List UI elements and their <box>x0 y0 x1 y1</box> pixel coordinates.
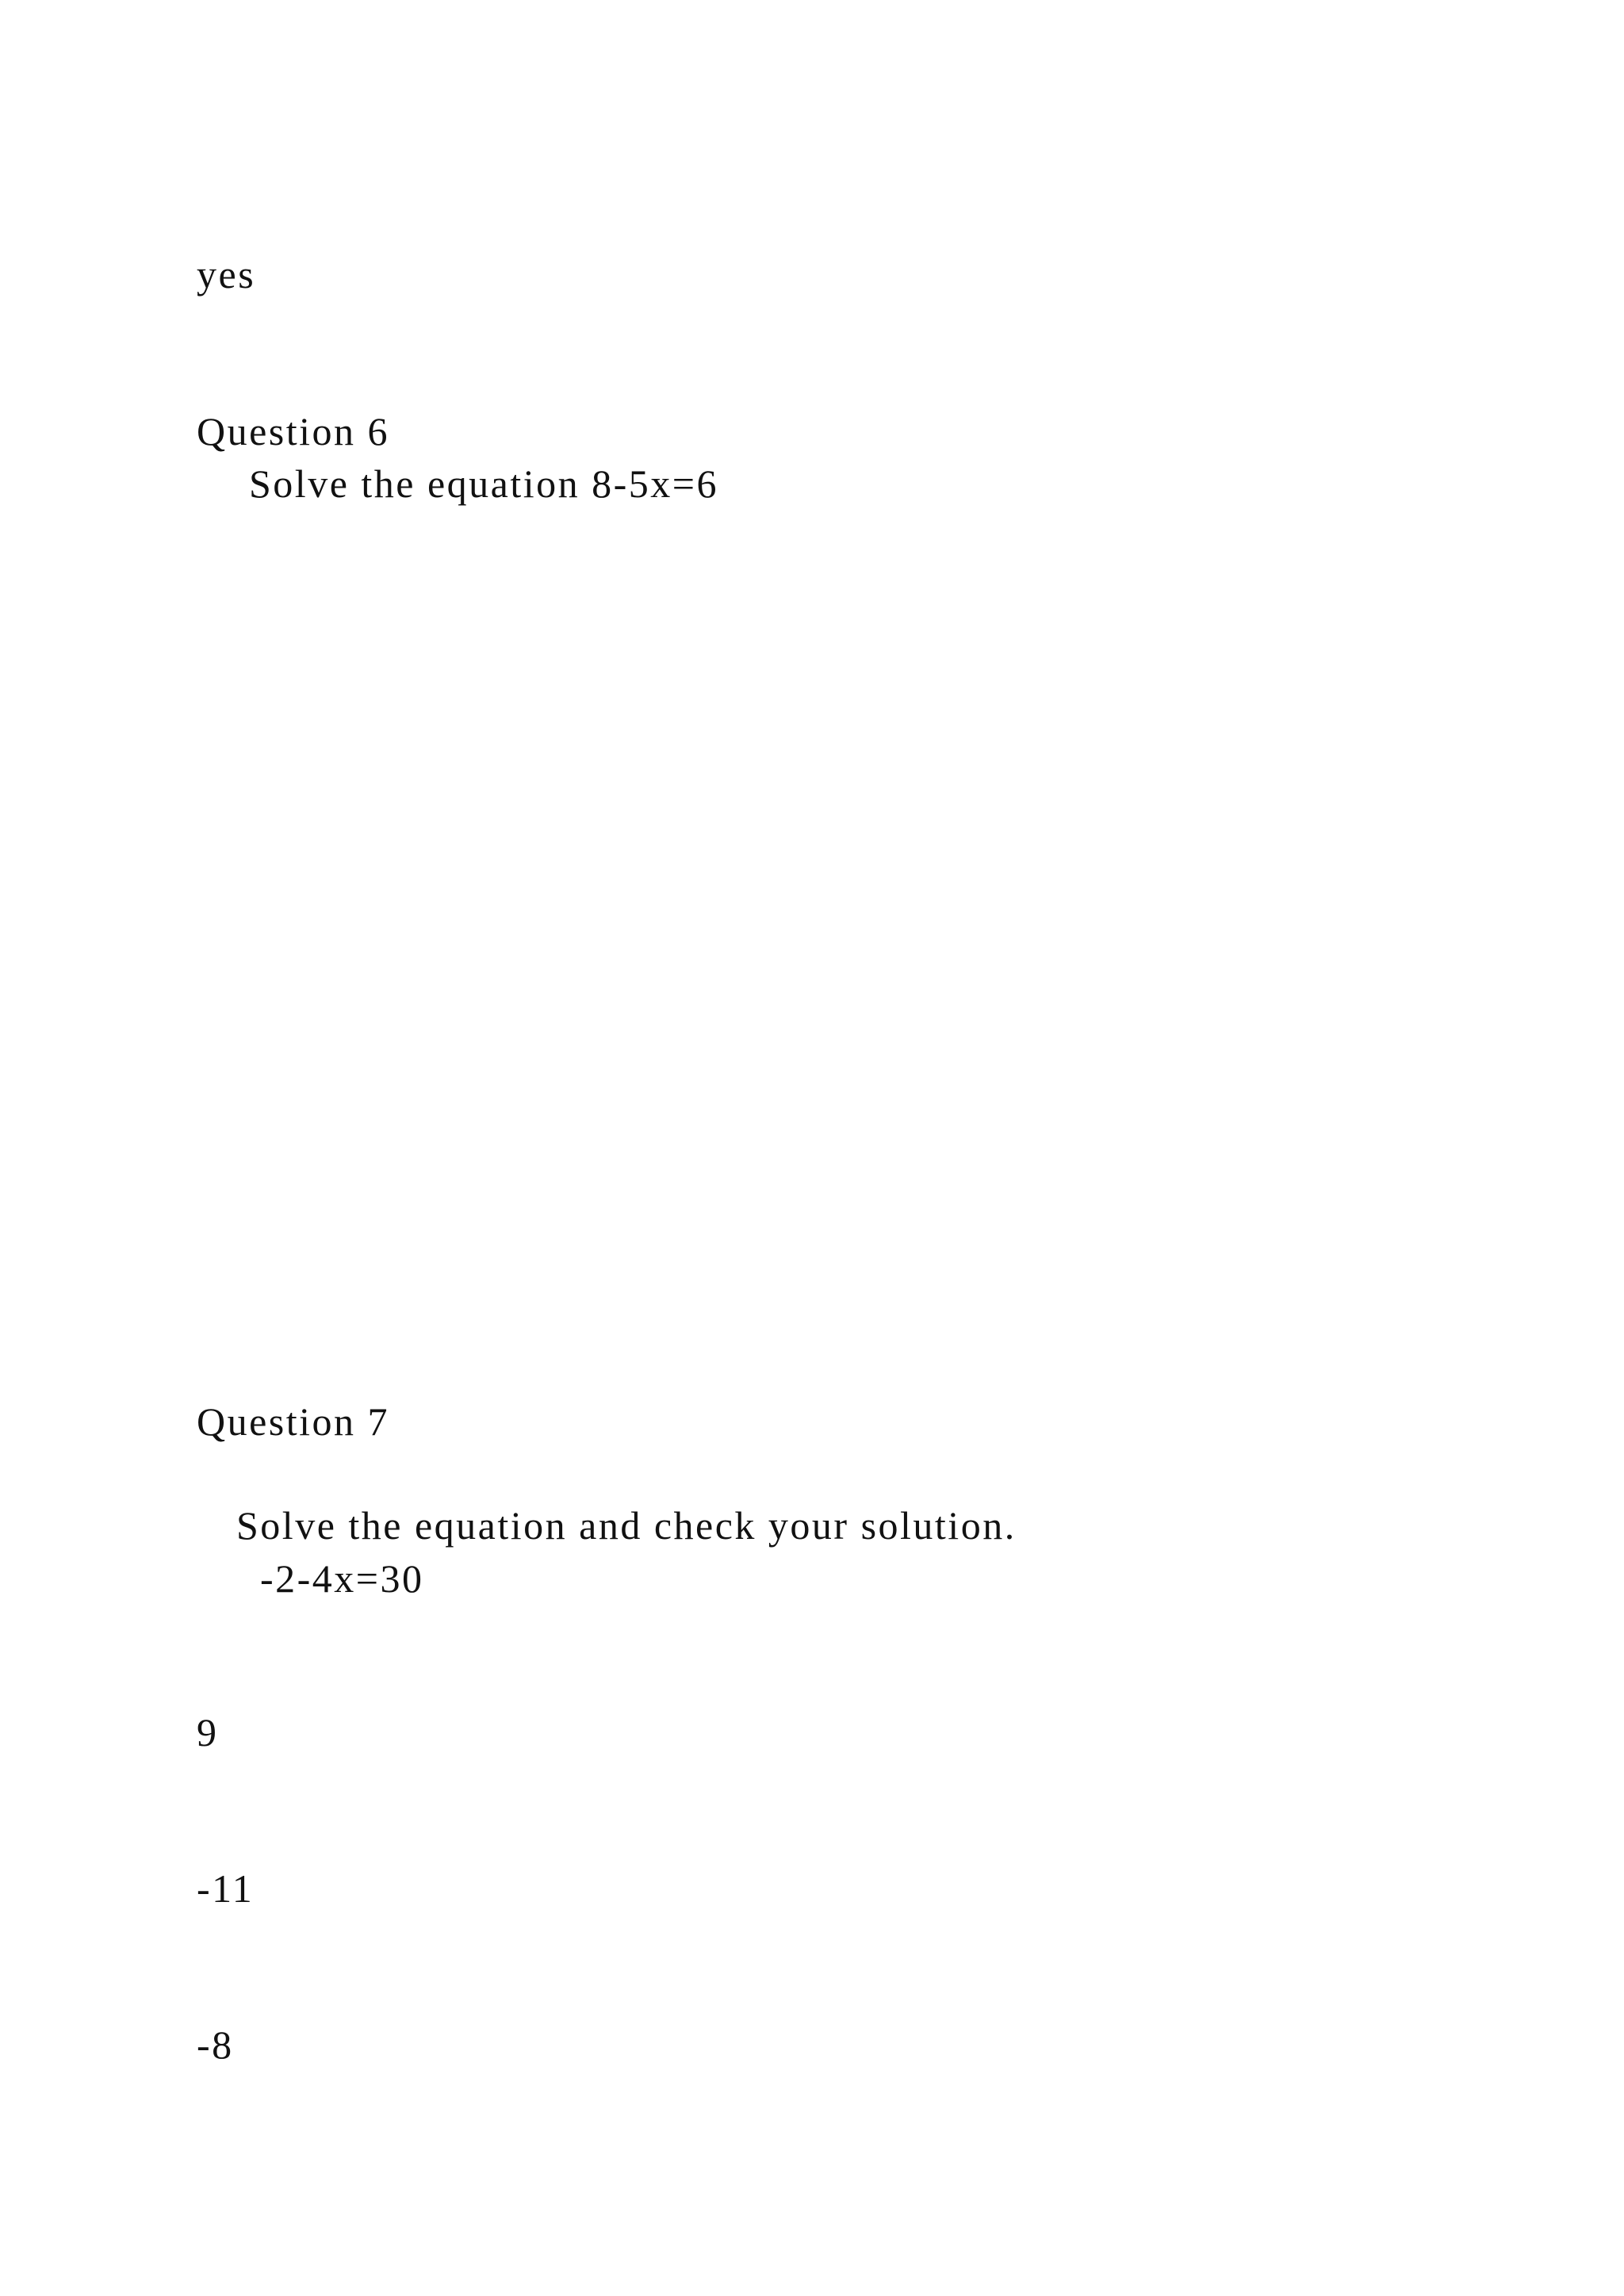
question-7-title: Question 7 <box>197 1399 390 1444</box>
answer-option[interactable]: -8 <box>197 2022 234 2067</box>
question-6-title: Question 6 <box>197 409 390 453</box>
previous-answer-text: yes <box>197 252 256 297</box>
question-6-prompt: Solve the equation 8-5x=6 <box>249 461 718 506</box>
answer-option[interactable]: 9 <box>197 1710 219 1755</box>
answer-option[interactable]: -11 <box>197 1866 255 1911</box>
question-7-equation: -2-4x=30 <box>260 1556 424 1601</box>
question-7-prompt: Solve the equation and check your solution. <box>236 1503 1017 1548</box>
